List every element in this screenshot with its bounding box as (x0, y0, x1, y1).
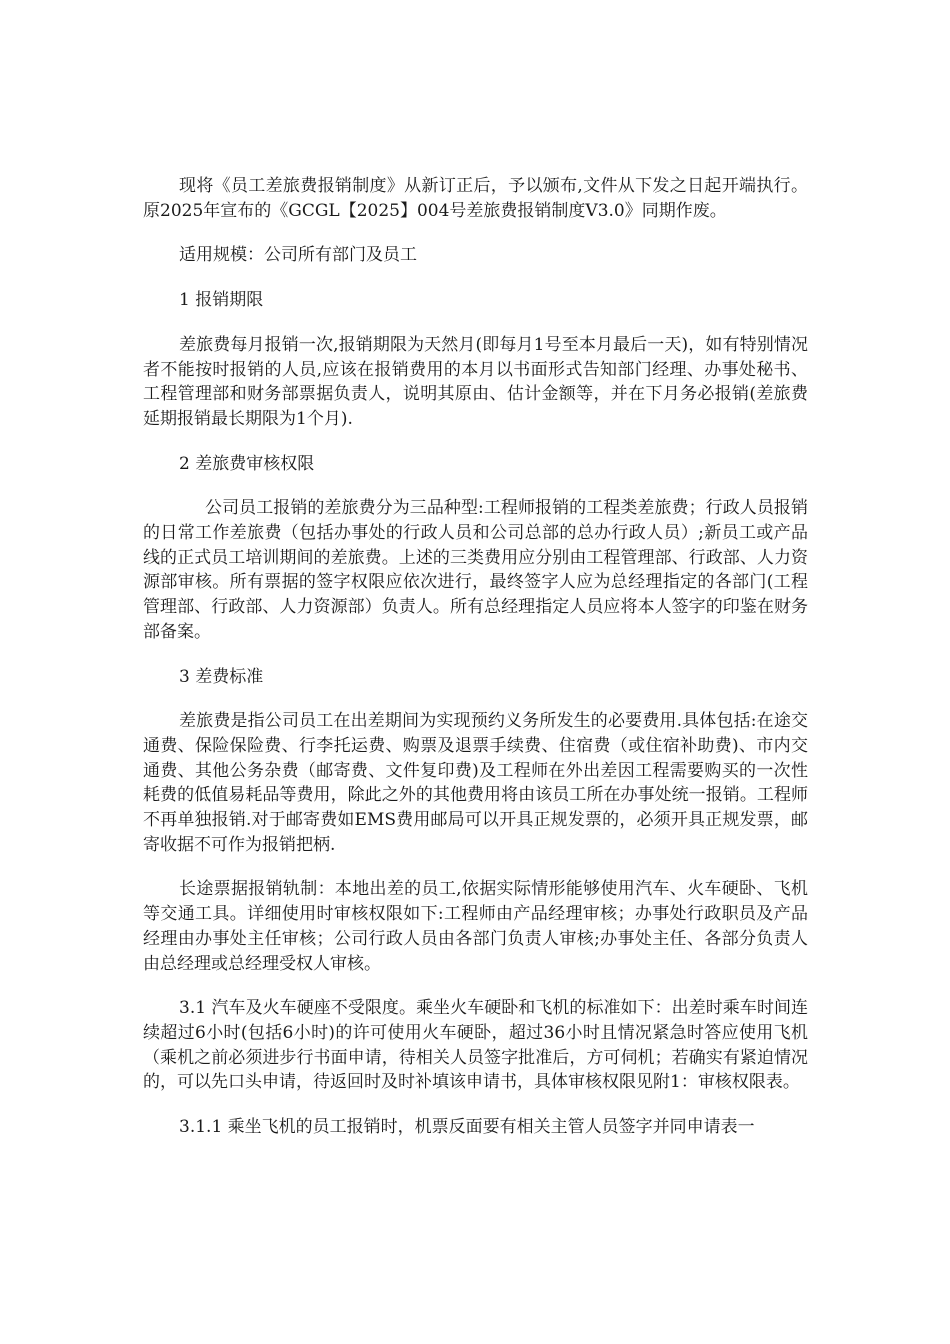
section-3-heading: 3 差费标准 (179, 666, 264, 687)
section-1-paragraph: 差旅费每月报销一次,报销期限为天然月(即每月1号至本月最后一天)，如有特别情况者不能按时报销的人员,应该在报销费用的本月以书面形式告知部门经理、办事处秘书、工程管理部和财务部票据负责人，说明其原由、估计金额等，并在下月务必报销(差旅费延期报销最长期限为1个月). (143, 334, 808, 429)
intro-paragraph: 现将《员工差旅费报销制度》从新订正后，予以颁布,文件从下发之日起开端执行。原2025年宣布的《GCGL【2025】004号差旅费报销制度V3.0》同期作废。 (143, 176, 808, 221)
section-3-1-paragraph: 3.1 汽车及火车硬座不受限度。乘坐火车硬卧和飞机的标准如下：出差时乘车时间连续超过6小时(包括6小时)的许可使用火车硬卧，超过36小时且情况紧急时答应使用飞机（乘机之前必须进步行书面申请，待相关人员签字批准后，方可伺机；若确实有紧迫情况的，可以先口头申请，待返回时及时补填该申请书，具体审核权限见附1：审核权限表。 (143, 998, 808, 1093)
scope-line: 适用规模：公司所有部门及员工 (179, 245, 417, 266)
section-3-1-1-paragraph: 3.1.1 乘坐飞机的员工报销时，机票反面要有相关主管人员签字并同申请表一 (179, 1117, 755, 1138)
section-2-paragraph: 公司员工报销的差旅费分为三品种型:工程师报销的工程类差旅费；行政人员报销的日常工作差旅费（包括办事处的行政人员和公司总部的总办行政人员）;新员工或产品线的正式员工培训期间的差旅费。上述的三类费用应分别由工程管理部、行政部、人力资源部审核。所有票据的签字权限应依次进行，最终签字人应为总经理指定的各部门(工程管理部、行政部、人力资源部）负责人。所有总经理指定人员应将本人签字的印鉴在财务部备案。 (143, 498, 808, 642)
section-3-paragraph: 差旅费是指公司员工在出差期间为实现预约义务所发生的必要费用.具体包括:在途交通费、保险保险费、行李托运费、购票及退票手续费、住宿费（或住宿补助费)、市内交通费、其他公务杂费（邮寄费、文件复印费)及工程师在外出差因工程需要购买的一次性耗费的低值易耗品等费用，除此之外的其他费用将由该员工所在办事处统一报销。工程师不再单独报销.对于邮寄费如EMS费用邮局可以开具正规发票的，必须开具正规发票，邮寄收据不可作为报销把柄. (143, 711, 808, 855)
long-distance-ticket-paragraph: 长途票据报销轨制：本地出差的员工,依据实际情形能够使用汽车、火车硬卧、飞机等交通工具。详细使用时审核权限如下:工程师由产品经理审核；办事处行政职员及产品经理由办事处主任审核；公司行政人员由各部门负责人审核;办事处主任、各部分负责人由总经理或总经理受权人审核。 (143, 879, 808, 974)
section-1-heading: 1 报销期限 (179, 290, 264, 311)
document-body (143, 174, 808, 1160)
section-2-heading: 2 差旅费审核权限 (179, 453, 315, 474)
